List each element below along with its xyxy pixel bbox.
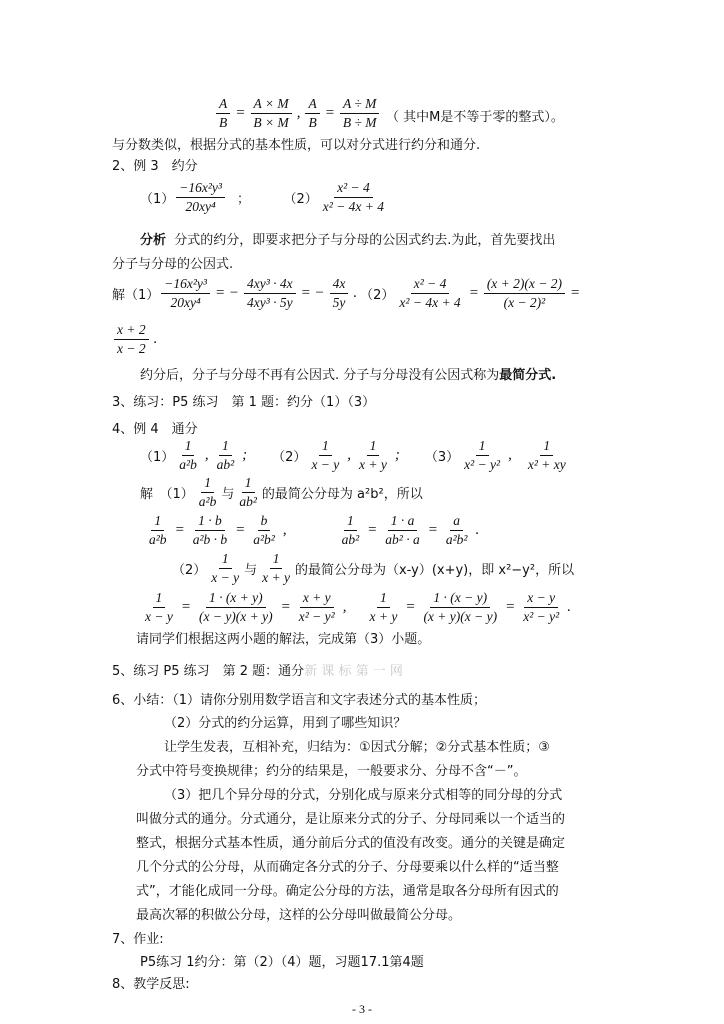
example4-equations-2: $\frac{1}{x - y}$ = $\frac{1 \cdot (x + y)}{(x - y)(x + y)}$ = $\frac{x + y}{\text{x² − y²}}$ , $\frac{1}{x + y}$ = $\frac{1 \cdot (x - y)}{(x + y)(x - y)}$ = $\frac{x - y}{\text{x² − y²}}$ .: [145, 590, 571, 624]
summary-heading: 6、小结：（1）请你分别用数学语言和文字表述分式的基本性质；: [112, 693, 487, 708]
example3-solution: 解（1） $\frac{\text{−16x²y³}}{\text{20xy⁴}}$ = − $\frac{\text{4xy³ · 4x}}{\text{4xy³ · 5y}}$ = − $\frac{4x}{5y}$ . （2） $\frac{\text{x² − 4}}{\text{x² − 4x + 4}}$ = $\frac{(x + 2)(x - 2)}{\text{(x − 2)²}}$ =: [112, 276, 581, 310]
example4-solution-2: （2） $\frac{1}{x - y}$ 与 $\frac{1}{x + y}$ 的最简公分母为（x-y）(x+y)，即 x²−y²，所以: [172, 551, 575, 585]
practice-2: 5、练习 P5 练习 第 2 题：通分新 课 标 第 一 网: [112, 664, 403, 679]
example4-problems: （1） $\frac{1}{\text{a²b}}$ , $\frac{1}{\text{ab²}}$ ; （2） $\frac{1}{x - y}$ , $\frac{1}{x + y}$ ; （3） $\frac{1}{\text{x² − y²}}$ , $\frac{1}{\text{x² + xy}}$: [140, 438, 566, 472]
conclusion: 约分后，分子与分母不再有公因式. 分子与分母没有公因式称为最简分式.: [140, 368, 557, 383]
summary-paragraph: 让学生发表，互相补充，归结为：①因式分解；②分式基本性质；③: [164, 740, 550, 755]
reflection-heading: 8、教学反思:: [112, 977, 190, 992]
summary-paragraph: 最高次幂的积做公分母，这样的公分母叫做最简公分母。: [136, 908, 462, 923]
summary-paragraph: 几个分式的公分母，从而确定各分式的分子、分母要乘以什么样的“适当整: [136, 860, 559, 875]
fraction: $\frac{A \times M}{B \times M}$: [250, 96, 291, 131]
fraction: $\frac{A \div M}{B \div M}$: [340, 96, 380, 131]
practice-1: 3、练习：P5 练习 第 1 题：约分（1）（3）: [112, 395, 376, 410]
prompt-text: 请同学们根据这两小题的解法，完成第（3）小题。: [136, 632, 431, 647]
fraction: $\frac{A}{B}$: [216, 96, 230, 131]
example3-problems: （1） $\frac{\text{−16x²y³}}{\text{20xy⁴}}$ ； （2） $\frac{\text{x² − 4}}{\text{x² − 4x + 4}}$: [140, 180, 385, 214]
summary-paragraph: 分式中符号变换规律；约分的结果是，一般要求分、分母不含“－”。: [136, 764, 527, 779]
homework-text: P5练习 1约分：第（2）（4）题，习题17.1第4题: [140, 955, 424, 970]
section-heading: 4、例 4 通分: [112, 422, 198, 437]
text-line: 与分数类似，根据分式的基本性质，可以对分式进行约分和通分.: [112, 138, 481, 153]
summary-paragraph: 式”，才能化成同一分母。确定公分母的方法，通常是取各分母所有因式的: [136, 884, 559, 899]
example4-equations-1: $\frac{1}{\text{a²b}}$ = $\frac{1 \cdot b}{\text{a²b · b}}$ = $\frac{b}{\text{a²b²}}$ , $\frac{1}{\text{ab²}}$ = $\frac{1 \cdot a}{\text{ab² · a}}$ = $\frac{a}{\text{a²b²}}$ .: [149, 513, 480, 547]
summary-paragraph: 叫做分式的通分。分式通分，是让原来分式的分子、分母同乘以一个适当的: [136, 812, 566, 827]
header-note: （ 其中M是不等于零的整式）。: [386, 110, 564, 125]
fraction: $\frac{A}{B}$: [305, 96, 319, 131]
example3-solution-cont: $\frac{x + 2}{x - 2}$ .: [112, 322, 160, 357]
watermark: 新 课 标 第 一 网: [304, 664, 403, 679]
summary-question-2: （2）分式的约分运算，用到了哪些知识？: [164, 716, 407, 731]
analysis-paragraph-cont: 分子与分母的公因式.: [112, 257, 234, 272]
section-heading: 2、例 3 约分: [112, 159, 198, 174]
summary-paragraph: 整式，根据分式基本性质，通分前后分式的值没有改变。通分的关键是确定: [136, 836, 566, 851]
homework-heading: 7、作业:: [112, 932, 164, 947]
summary-paragraph: （3）把几个异分母的分式，分别化成与原来分式相等的同分母的分式: [164, 788, 563, 803]
page-number: - 3 -: [352, 1002, 372, 1016]
header-formula: $\frac{A}{B}$ = $\frac{A \times M}{B \times M}$ , $\frac{A}{B}$ = $\frac{A \div M}{B \div M}$: [214, 96, 382, 131]
analysis-paragraph: 分析 分式的约分，即要求把分子与分母的公因式约去.为此，首先要找出: [140, 233, 556, 248]
example4-solution-1: 解 （1） $\frac{1}{\text{a²b}}$ 与 $\frac{1}{\text{ab²}}$ 的最简公分母为 a²b²，所以: [140, 475, 423, 509]
